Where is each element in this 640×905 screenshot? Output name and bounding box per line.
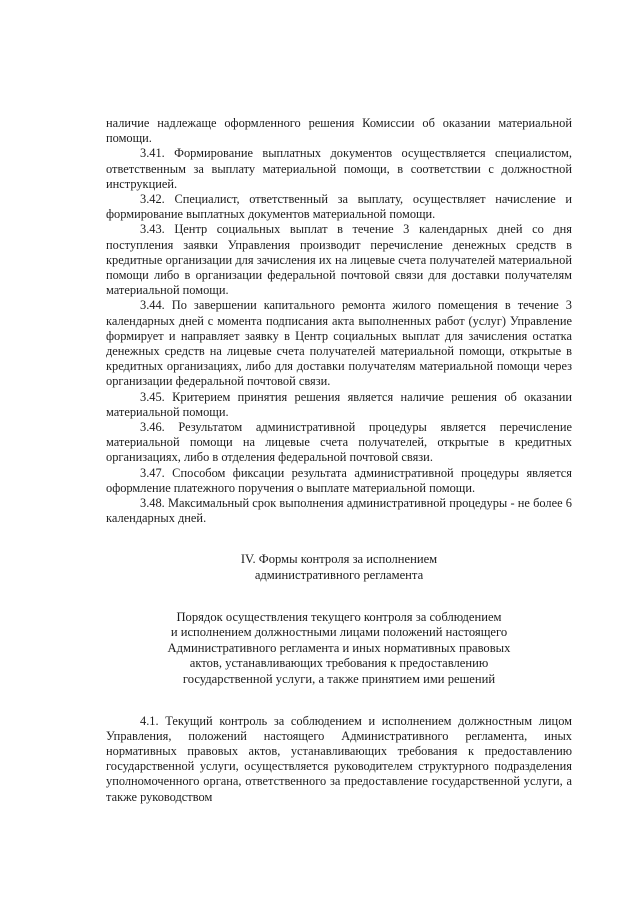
- paragraph-continuation: наличие надлежаще оформленного решения Комиссии об оказании материальной помощи.: [106, 116, 572, 146]
- subheading-line-2: и исполнением должностными лицами положений настоящего: [170, 625, 508, 640]
- section-heading-line-1: IV. Формы контроля за исполнением: [240, 552, 438, 567]
- paragraph-3-42: 3.42. Специалист, ответственный за выплату, осуществляет начисление и формирование выплатных документов материальной помощи.: [106, 192, 572, 222]
- paragraph-3-46: 3.46. Результатом административной процедуры является перечисление материальной помощи на лицевые счета получателей, открытые в кредитных организациях, либо в отделения федеральной почтовой связи.: [106, 420, 572, 465]
- subheading-line-3: Административного регламента и иных нормативных правовых: [167, 640, 511, 655]
- paragraph-3-44: 3.44. По завершении капитального ремонта жилого помещения в течение 3 календарных дней с момента подписания акта выполненных работ (услуг) Управление формирует и направляет заявку в Центр социальных выплат для зачисления остатка денежных средств на лицевые счета получателей материальной помощи, открытые в кредитных организациях, либо для доставки получателям материальной помощи через организации федеральной почтовой связи.: [106, 298, 572, 389]
- paragraph-3-41: 3.41. Формирование выплатных документов осуществляется специалистом, ответственным за выплату материальной помощи, в соответствии с должностной инструкцией.: [106, 146, 572, 191]
- subheading-line-1: Порядок осуществления текущего контроля за соблюдением: [176, 609, 502, 624]
- paragraph-3-48: 3.48. Максимальный срок выполнения административной процедуры - не более 6 календарных дней.: [106, 496, 572, 526]
- section-heading: [106, 552, 572, 583]
- paragraph-3-45: 3.45. Критерием принятия решения является наличие решения об оказании материальной помощи.: [106, 389, 572, 419]
- paragraph-3-47: 3.47. Способом фиксации результата административной процедуры является оформление платежного поручения о выплате материальной помощи.: [106, 465, 572, 495]
- subheading-line-5: государственной услуги, а также принятием ими решений: [182, 672, 496, 687]
- subheading-line-4: актов, устанавливающих требования к предоставлению: [189, 656, 489, 671]
- subheading: [106, 610, 572, 688]
- paragraph-4-1: 4.1. Текущий контроль за соблюдением и исполнением должностным лицом Управления, положений настоящего Административного регламента, иных нормативных правовых актов, устанавливающих требования к предоставлению государственной услуги, осуществляется руководителем структурного подразделения уполномоченного органа, ответственного за предоставление государственной услуги, а также руководством: [106, 713, 572, 804]
- paragraph-3-43: 3.43. Центр социальных выплат в течение 3 календарных дней со дня поступления заявки Управления производит перечисление денежных средств в кредитные организации для зачисления их на лицевые счета получателей материальной помощи либо в организации федеральной почтовой связи для доставки получателям материальной помощи.: [106, 222, 572, 298]
- section-heading-line-2: административного регламента: [254, 568, 424, 583]
